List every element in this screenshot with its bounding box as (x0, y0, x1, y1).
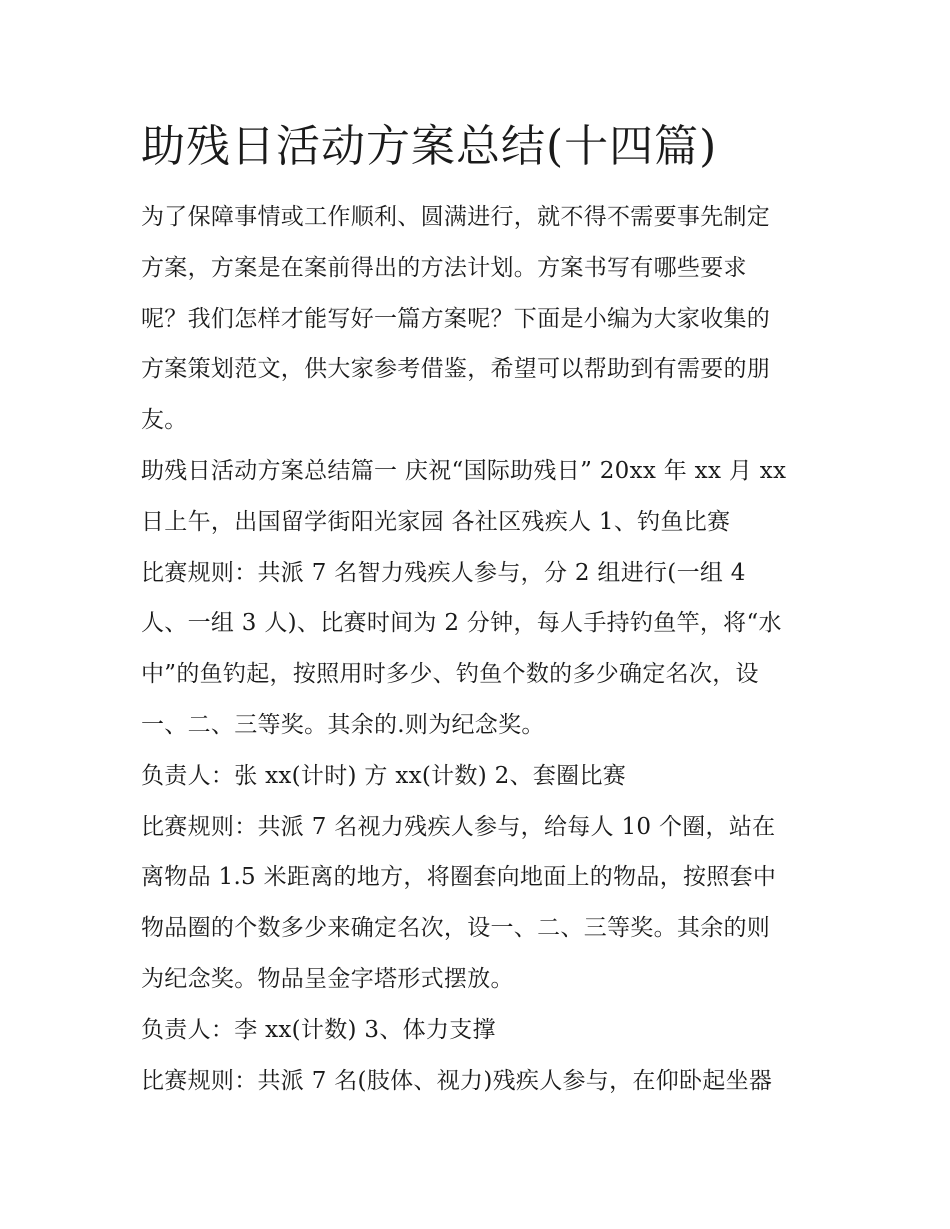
document-title: 助残日活动方案总结(十四篇) (141, 121, 718, 172)
text-line: 比赛规则：共派 7 名(肢体、视力)残疾人参与，在仰卧起坐器 (141, 1067, 773, 1094)
text-line: 负责人：张 xx(计时) 方 xx(计数) 2、套圈比赛 (141, 762, 627, 789)
text-line: 日上午，出国留学街阳光家园 各社区残疾人 1、钓鱼比赛 (141, 508, 731, 535)
text-line: 为了保障事情或工作顺利、圆满进行，就不得不需要事先制定 (141, 204, 771, 230)
text-line: 比赛规则：共派 7 名智力残疾人参与，分 2 组进行(一组 4 (141, 559, 746, 586)
text-line: 物品圈的个数多少来确定名次，设一、二、三等奖。其余的则 (141, 915, 771, 942)
text-line: 方案，方案是在案前得出的方法计划。方案书写有哪些要求 (141, 254, 747, 281)
text-line: 方案策划范文，供大家参考借鉴，希望可以帮助到有需要的朋 (141, 356, 771, 383)
document-body (141, 192, 821, 1106)
text-line: 比赛规则：共派 7 名视力残疾人参与，给每人 10 个圈，站在 (141, 813, 776, 840)
text-line: 友。 (141, 407, 188, 434)
text-line: 为纪念奖。物品呈金字塔形式摆放。 (141, 965, 514, 992)
text-line: 呢？我们怎样才能写好一篇方案呢？下面是小编为大家收集的 (141, 305, 771, 332)
text-line: 负责人：李 xx(计数) 3、体力支撑 (141, 1016, 496, 1043)
document-page (141, 112, 821, 1106)
text-line: 离物品 1.5 米距离的地方，将圈套向地面上的物品，按照套中 (141, 864, 777, 891)
text-line: 中”的鱼钓起，按照用时多少、钓鱼个数的多少确定名次，设 (141, 661, 759, 688)
text-line: 助残日活动方案总结篇一 庆祝“国际助残日” 20xx 年 xx 月 xx (141, 457, 787, 484)
text-line: 一、二、三等奖。其余的.则为纪念奖。 (141, 711, 545, 738)
text-line: 人、一组 3 人)、比赛时间为 2 分钟，每人手持钓鱼竿，将“水 (141, 610, 782, 637)
